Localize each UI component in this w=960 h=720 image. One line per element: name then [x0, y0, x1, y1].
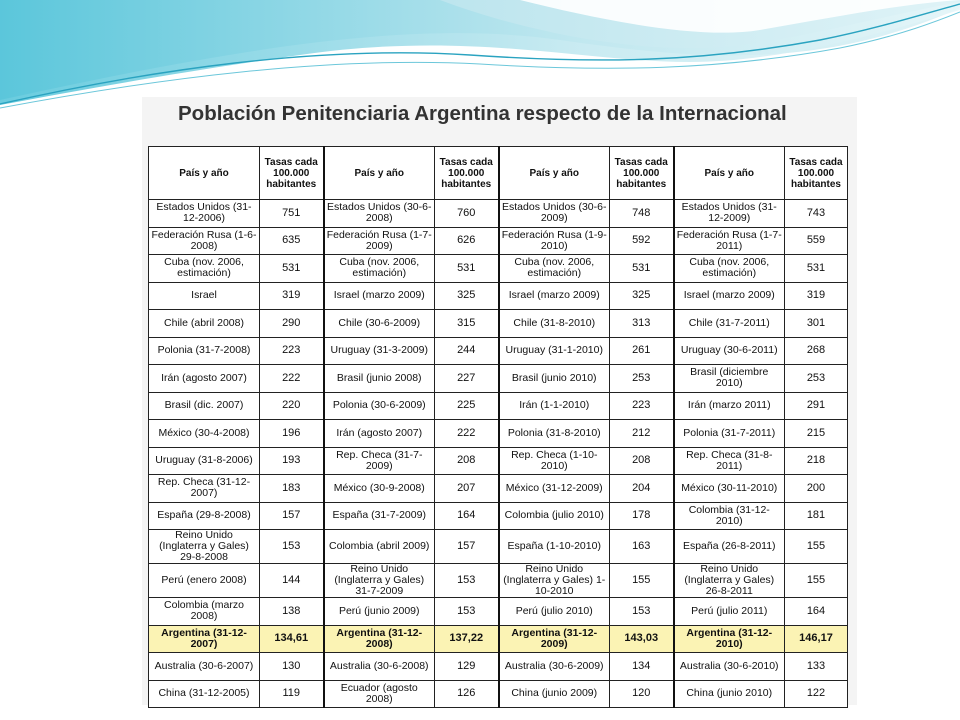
country-year-cell: Rep. Checa (31-12-2007) — [149, 475, 260, 503]
country-year-cell: Cuba (nov. 2006, estimación) — [499, 255, 610, 283]
page-title: Población Penitenciaria Argentina respecto de la Internacional — [178, 102, 787, 125]
country-year-cell: Israel — [149, 282, 260, 310]
rate-cell: 227 — [435, 365, 499, 393]
rate-cell: 193 — [260, 447, 324, 475]
rate-cell: 325 — [610, 282, 674, 310]
country-year-cell: Rep. Checa (1-10-2010) — [499, 447, 610, 475]
country-year-cell: Brasil (junio 2010) — [499, 365, 610, 393]
country-year-cell: Colombia (31-12-2010) — [674, 502, 785, 530]
country-year-cell: Cuba (nov. 2006, estimación) — [674, 255, 785, 283]
rate-cell: 134,61 — [260, 625, 324, 653]
rate-cell: 325 — [435, 282, 499, 310]
rate-cell: 751 — [260, 200, 324, 228]
country-year-cell: México (30-11-2010) — [674, 475, 785, 503]
country-year-cell: España (31-7-2009) — [324, 502, 435, 530]
country-year-cell: Argentina (31-12-2008) — [324, 625, 435, 653]
country-year-cell: México (31-12-2009) — [499, 475, 610, 503]
table-row — [149, 365, 848, 393]
table-row — [149, 227, 848, 255]
country-year-cell: Chile (abril 2008) — [149, 310, 260, 338]
country-year-cell: Federación Rusa (1-7-2011) — [674, 227, 785, 255]
rate-cell: 261 — [610, 337, 674, 365]
rate-cell: 163 — [610, 530, 674, 564]
rate-cell: 119 — [260, 680, 324, 708]
rate-cell: 196 — [260, 420, 324, 448]
rate-cell: 319 — [260, 282, 324, 310]
country-year-cell: Reino Unido (Inglaterra y Gales) 1-10-2010 — [499, 564, 610, 598]
country-year-cell: Chile (31-8-2010) — [499, 310, 610, 338]
rate-cell: 181 — [785, 502, 848, 530]
rate-cell: 253 — [785, 365, 848, 393]
country-year-cell: Polonia (31-7-2008) — [149, 337, 260, 365]
country-year-cell: Argentina (31-12-2010) — [674, 625, 785, 653]
country-year-cell: Argentina (31-12-2007) — [149, 625, 260, 653]
table-row — [149, 255, 848, 283]
rate-cell: 222 — [260, 365, 324, 393]
rate-cell: 315 — [435, 310, 499, 338]
table-row — [149, 420, 848, 448]
rate-cell: 153 — [435, 564, 499, 598]
rate-cell: 137,22 — [435, 625, 499, 653]
rate-cell: 204 — [610, 475, 674, 503]
rate-cell: 592 — [610, 227, 674, 255]
country-year-cell: Cuba (nov. 2006, estimación) — [324, 255, 435, 283]
country-year-cell: Perú (julio 2011) — [674, 598, 785, 626]
rate-cell: 207 — [435, 475, 499, 503]
rate-cell: 155 — [785, 530, 848, 564]
country-year-cell: Polonia (30-6-2009) — [324, 392, 435, 420]
table-row — [149, 475, 848, 503]
rate-cell: 531 — [785, 255, 848, 283]
header-country: País y año — [324, 147, 435, 200]
country-year-cell: Polonia (31-8-2010) — [499, 420, 610, 448]
header-rate: Tasas cada 100.000 habitantes — [785, 147, 848, 200]
country-year-cell: Brasil (junio 2008) — [324, 365, 435, 393]
country-year-cell: Brasil (diciembre 2010) — [674, 365, 785, 393]
country-year-cell: Estados Unidos (31-12-2006) — [149, 200, 260, 228]
rate-cell: 155 — [785, 564, 848, 598]
country-year-cell: Reino Unido (Inglaterra y Gales) 29-8-2008 — [149, 530, 260, 564]
country-year-cell: Argentina (31-12-2009) — [499, 625, 610, 653]
rate-cell: 223 — [260, 337, 324, 365]
header-country: País y año — [149, 147, 260, 200]
country-year-cell: Chile (31-7-2011) — [674, 310, 785, 338]
rate-cell: 748 — [610, 200, 674, 228]
rate-cell: 130 — [260, 653, 324, 681]
table-row — [149, 310, 848, 338]
rate-cell: 268 — [785, 337, 848, 365]
header-country: País y año — [674, 147, 785, 200]
country-year-cell: Uruguay (31-1-2010) — [499, 337, 610, 365]
rate-cell: 153 — [610, 598, 674, 626]
country-year-cell: Colombia (marzo 2008) — [149, 598, 260, 626]
table-row — [149, 447, 848, 475]
country-year-cell: Irán (1-1-2010) — [499, 392, 610, 420]
header-rate: Tasas cada 100.000 habitantes — [610, 147, 674, 200]
country-year-cell: Perú (enero 2008) — [149, 564, 260, 598]
country-year-cell: Uruguay (31-3-2009) — [324, 337, 435, 365]
country-year-cell: Perú (julio 2010) — [499, 598, 610, 626]
rate-cell: 129 — [435, 653, 499, 681]
header-rate: Tasas cada 100.000 habitantes — [260, 147, 324, 200]
table-header-row — [149, 147, 848, 200]
rate-cell: 531 — [260, 255, 324, 283]
country-year-cell: Polonia (31-7-2011) — [674, 420, 785, 448]
rate-cell: 120 — [610, 680, 674, 708]
country-year-cell: Uruguay (31-8-2006) — [149, 447, 260, 475]
rate-cell: 138 — [260, 598, 324, 626]
country-year-cell: Federación Rusa (1-9-2010) — [499, 227, 610, 255]
country-year-cell: España (1-10-2010) — [499, 530, 610, 564]
rate-cell: 126 — [435, 680, 499, 708]
rate-cell: 313 — [610, 310, 674, 338]
rate-cell: 244 — [435, 337, 499, 365]
rate-cell: 223 — [610, 392, 674, 420]
country-year-cell: Chile (30-6-2009) — [324, 310, 435, 338]
rate-cell: 626 — [435, 227, 499, 255]
rate-cell: 212 — [610, 420, 674, 448]
table-row — [149, 564, 848, 598]
rate-cell: 218 — [785, 447, 848, 475]
table-row — [149, 282, 848, 310]
country-year-cell: Australia (30-6-2009) — [499, 653, 610, 681]
header-country: País y año — [499, 147, 610, 200]
rate-cell: 319 — [785, 282, 848, 310]
country-year-cell: Federación Rusa (1-7-2009) — [324, 227, 435, 255]
country-year-cell: China (junio 2009) — [499, 680, 610, 708]
country-year-cell: Israel (marzo 2009) — [674, 282, 785, 310]
country-year-cell: Colombia (abril 2009) — [324, 530, 435, 564]
country-year-cell: Irán (marzo 2011) — [674, 392, 785, 420]
rate-cell: 215 — [785, 420, 848, 448]
rate-cell: 208 — [610, 447, 674, 475]
country-year-cell: Uruguay (30-6-2011) — [674, 337, 785, 365]
country-year-cell: Cuba (nov. 2006, estimación) — [149, 255, 260, 283]
rate-cell: 157 — [435, 530, 499, 564]
country-year-cell: Colombia (julio 2010) — [499, 502, 610, 530]
rate-cell: 220 — [260, 392, 324, 420]
table-row — [149, 392, 848, 420]
rate-cell: 146,17 — [785, 625, 848, 653]
country-year-cell: Rep. Checa (31-8-2011) — [674, 447, 785, 475]
country-year-cell: Australia (30-6-2007) — [149, 653, 260, 681]
rate-cell: 153 — [260, 530, 324, 564]
rate-cell: 531 — [610, 255, 674, 283]
rate-cell: 225 — [435, 392, 499, 420]
rate-cell: 200 — [785, 475, 848, 503]
rate-cell: 222 — [435, 420, 499, 448]
country-year-cell: Brasil (dic. 2007) — [149, 392, 260, 420]
rate-cell: 531 — [435, 255, 499, 283]
country-year-cell: Estados Unidos (30-6-2009) — [499, 200, 610, 228]
country-year-cell: Reino Unido (Inglaterra y Gales) 26-8-2011 — [674, 564, 785, 598]
table-row — [149, 598, 848, 626]
country-year-cell: Australia (30-6-2010) — [674, 653, 785, 681]
country-year-cell: China (junio 2010) — [674, 680, 785, 708]
rate-cell: 164 — [435, 502, 499, 530]
country-year-cell: España (26-8-2011) — [674, 530, 785, 564]
rate-cell: 155 — [610, 564, 674, 598]
rate-cell: 143,03 — [610, 625, 674, 653]
country-year-cell: Perú (junio 2009) — [324, 598, 435, 626]
table-body — [149, 200, 848, 708]
prison-rate-table — [148, 146, 848, 708]
table-row — [149, 200, 848, 228]
country-year-cell: Australia (30-6-2008) — [324, 653, 435, 681]
country-year-cell: Irán (agosto 2007) — [149, 365, 260, 393]
rate-cell: 743 — [785, 200, 848, 228]
rate-cell: 157 — [260, 502, 324, 530]
rate-cell: 122 — [785, 680, 848, 708]
country-year-cell: España (29-8-2008) — [149, 502, 260, 530]
country-year-cell: Ecuador (agosto 2008) — [324, 680, 435, 708]
rate-cell: 164 — [785, 598, 848, 626]
rate-cell: 134 — [610, 653, 674, 681]
rate-cell: 133 — [785, 653, 848, 681]
rate-cell: 760 — [435, 200, 499, 228]
country-year-cell: Estados Unidos (30-6-2008) — [324, 200, 435, 228]
rate-cell: 290 — [260, 310, 324, 338]
rate-cell: 253 — [610, 365, 674, 393]
country-year-cell: Rep. Checa (31-7-2009) — [324, 447, 435, 475]
country-year-cell: Israel (marzo 2009) — [324, 282, 435, 310]
country-year-cell: Reino Unido (Inglaterra y Gales) 31-7-2009 — [324, 564, 435, 598]
country-year-cell: Estados Unidos (31-12-2009) — [674, 200, 785, 228]
rate-cell: 183 — [260, 475, 324, 503]
table-row — [149, 680, 848, 708]
header-rate: Tasas cada 100.000 habitantes — [435, 147, 499, 200]
rate-cell: 208 — [435, 447, 499, 475]
country-year-cell: Federación Rusa (1-6-2008) — [149, 227, 260, 255]
rate-cell: 153 — [435, 598, 499, 626]
table-row — [149, 337, 848, 365]
country-year-cell: Israel (marzo 2009) — [499, 282, 610, 310]
table-row — [149, 502, 848, 530]
rate-cell: 178 — [610, 502, 674, 530]
rate-cell: 291 — [785, 392, 848, 420]
rate-cell: 635 — [260, 227, 324, 255]
rate-cell: 144 — [260, 564, 324, 598]
table-row — [149, 530, 848, 564]
country-year-cell: China (31-12-2005) — [149, 680, 260, 708]
country-year-cell: México (30-9-2008) — [324, 475, 435, 503]
country-year-cell: México (30-4-2008) — [149, 420, 260, 448]
rate-cell: 301 — [785, 310, 848, 338]
country-year-cell: Irán (agosto 2007) — [324, 420, 435, 448]
rate-cell: 559 — [785, 227, 848, 255]
table-row-argentina — [149, 625, 848, 653]
table-row — [149, 653, 848, 681]
